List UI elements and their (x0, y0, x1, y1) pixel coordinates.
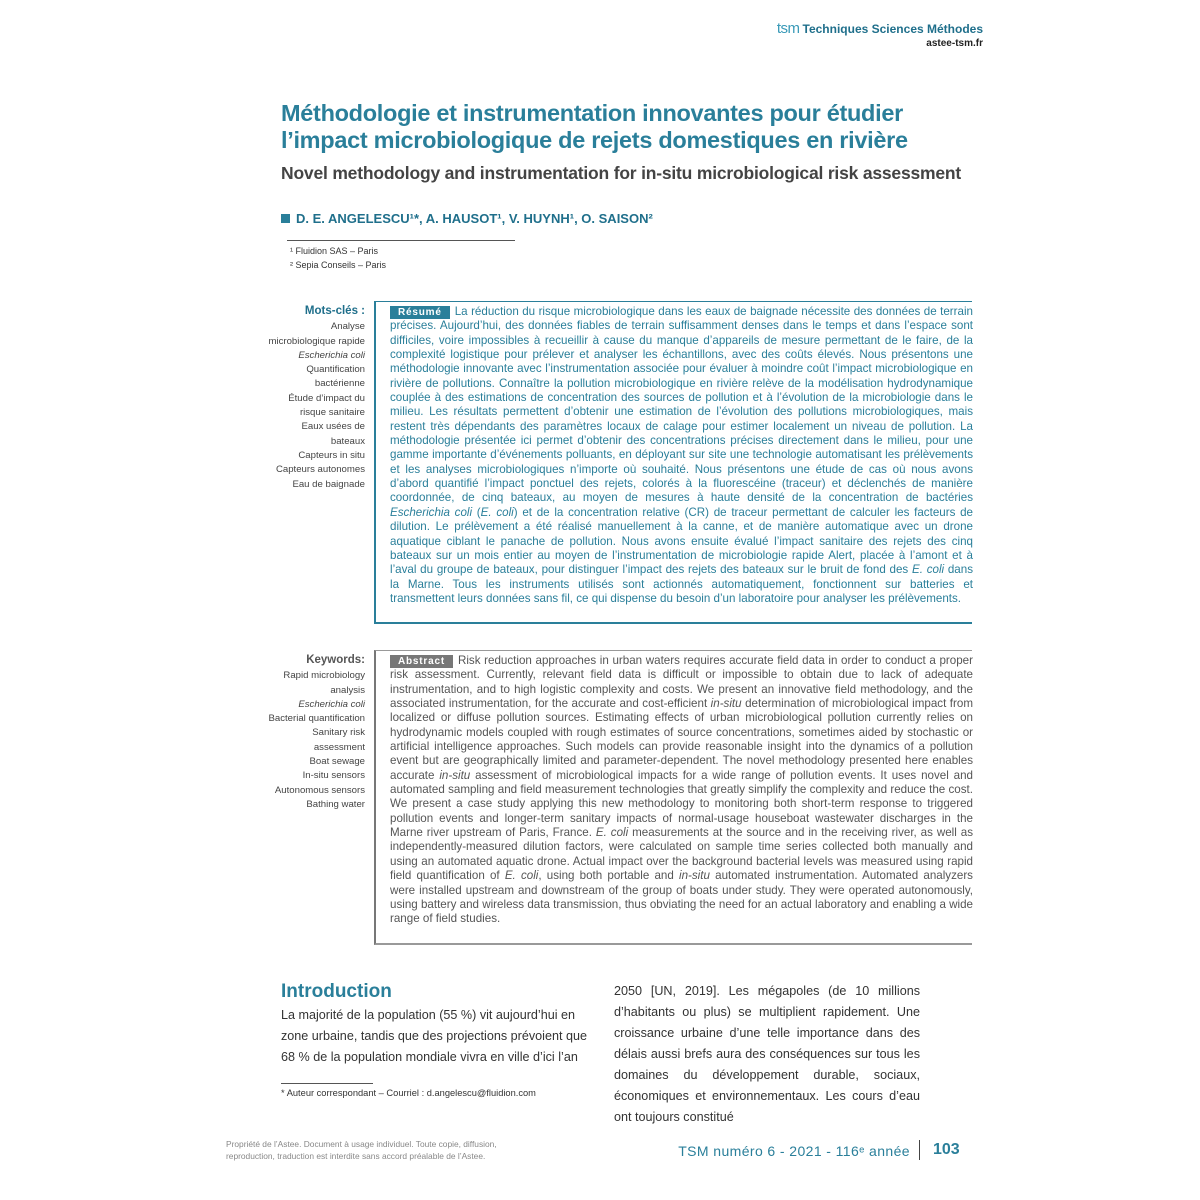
article-title-fr: Méthodologie et instrumentation innovantes pour étudier l’impact microbiologique de rejets domestiques en rivière (281, 100, 908, 153)
keyword-item: Eaux usées de bateaux (301, 421, 365, 447)
keyword-item: Escherichia coli (298, 698, 365, 710)
resume-text: Résumé La réduction du risque microbiologique dans les eaux de baignade nécessite des données de terrain précises. Aujourd’hui, des données fiables de terrain suffisamment denses dans le temps et dans l’espace sont difficiles, voire impossibles à recueillir à cause du manque d’appareils de mesure permettant de le faire, de la complexité logistique pour prélever et analyser les échantillons, avec des coûts élevés. Nous présentons une méthodologie innovante avec l’instrumentation associée pour évaluer à moindre coût l’impact microbiologique en rivière de pollutions. Connaître la pollution microbiologique en rivière relève de la modélisation hydrodynamique couplée à des estimations de concentration des sources de pollution et à l’évolution de la microbiologie dans le milieu. Les résultats permettent d’obtenir une estimation de l’évolution des pollutions microbiologiques, mais restent très dépendants des paramètres locaux de calage pour estimer localement un niveau de pollution. La méthodologie présentée ici permet d’obtenir des concentrations précises directement dans le milieu, pour une gamme importante d’événements polluants, en déployant sur site une technologie automatisant les prélèvements et les analyses microbiologiques n’importe où souhaité. Nous présentons une étude de cas où nous avons d’abord quantifié l’impact ponctuel des rejets, colorés à la fluorescéine (traceur) et déclenchés de manière coordonnée, de cinq bateaux, au moyen de mesures à haute densité de la concentration de bactéries Escherichia coli (E. coli) et de la concentration relative (CR) de traceur permettant de calculer les facteurs de dilution. Le prélèvement a été réalisé manuellement à la canne, et de manière automatique avec un drone aquatique ciblant le panache de pollution. Nous avons ensuite évalué l’impact sanitaire des rejets des cinq bateaux sur un mois entier au moyen de l’instrumentation de microbiologie rapide Alert, placée à l’amont et à l’aval du groupe de bateaux, pour distinguer l’impact des rejets des bateaux sur le bruit de fond des E. coli dans la Marne. Tous les instruments utilisés sont actionnés automatiquement, fonctionnent sur batteries et transmettent leurs données sans fil, ce qui dispense du besoin d’un laboratoire pour analyser les prélèvements. (390, 305, 973, 605)
page-number: 103 (933, 1141, 960, 1158)
affiliation-2: ² Sepia Conseils – Paris (290, 260, 387, 270)
keyword-item: Boat sewage (309, 756, 365, 768)
keywords-fr-heading: Mots-clés : (304, 305, 365, 317)
bullet-square-icon (281, 214, 290, 223)
keyword-item: Capteurs in situ (298, 449, 365, 461)
journal-website: astee-tsm.fr (926, 38, 983, 49)
abstract-label: Abstract (390, 655, 453, 668)
keyword-item: Bathing water (306, 798, 365, 810)
affiliation-1: ¹ Fluidion SAS – Paris (290, 246, 379, 256)
journal-issue: TSM numéro 6 - 2021 - 116ᵉ année (678, 1143, 910, 1159)
keyword-item: In-situ sensors (302, 770, 365, 782)
keyword-item: Sanitary risk assessment (312, 727, 365, 753)
keyword-item: Eau de baignade (292, 478, 365, 490)
abstract-text: Abstract Risk reduction approaches in urban waters requires accurate field data in order to conduct a proper risk assessment. Currently, relevant field data is difficult or impossible to obtain due to lack of adequate instrumentation, and to high logistic complexity and costs. We present an innovative field methodology, and the associated instrumentation, for the accurate and cost-efficient in-situ determination of microbiological impact from localized or diffuse pollution sources. Estimating effects of urban microbiological pollution currently relies on hydrodynamic models coupled with rough estimates of source concentrations, sometimes aided by stochastic or artificial intelligence approaches. Such models can provide reasonable insight into the dynamics of a pollution event but are geographically limited and parameter-dependent. The novel methodology presented here enables accurate in-situ assessment of microbiological impacts for a wide range of pollution events. It uses novel and automated sampling and field measurement technologies that greatly simplify the complexity and reduce the cost. We present a case study applying this new methodology to monitoring both short-term response to triggered pollution events and longer-term sanitary impacts of normal-usage houseboat wastewater discharges in the Marne river upstream of Paris, France. E. coli measurements at the source and in the receiving river, as well as independently-measured dilution factors, were calculated on sample time series collected both manually and using an automated aquatic drone. Actual impact over the background bacterial levels was measured using rapid field quantification of E. coli, using both portable and in-situ automated instrumentation. Automated analyzers were installed upstream and downstream of the group of boats under study. They were operated autonomously, using battery and wireless data transmission, thus obviating the need for an actual laboratory and enabling a wide range of field studies. (390, 654, 973, 926)
keyword-item: Capteurs autonomes (275, 464, 365, 476)
keyword-item: Étude d’impact du risque sanitaire (288, 392, 365, 419)
journal-name: Techniques Sciences Méthodes (802, 22, 983, 36)
keyword-item: Escherichia coli (298, 349, 365, 361)
affiliations (290, 244, 386, 272)
footnote-divider (281, 1083, 373, 1084)
tsm-logo: tsm (776, 20, 800, 37)
keyword-item: Rapid microbiology analysis (283, 670, 365, 696)
article-title-en: Novel methodology and instrumentation for in-situ microbiological risk assessment (281, 163, 962, 183)
abstract-box (374, 650, 972, 945)
keyword-item: Analyse microbiologique rapide (268, 321, 365, 347)
resume-label: Résumé (390, 306, 450, 319)
keyword-item: Autonomous sensors (274, 784, 365, 796)
keyword-item: Bacterial quantification (268, 713, 365, 725)
resume-box (374, 301, 972, 624)
footer-separator (919, 1140, 920, 1160)
keywords-en (265, 653, 365, 812)
journal-title-line (777, 20, 983, 37)
authors-text: D. E. ANGELESCU¹*, A. HAUSOT¹, V. HUYNH¹, O. SAISON² (296, 211, 653, 226)
author-divider (287, 240, 515, 241)
copyright-notice: Propriété de l’Astee. Document à usage individuel. Toute copie, diffusion, reproduction, traduction est interdite sans accord préalable de l’Astee. (226, 1139, 497, 1161)
introduction-column-1: La majorité de la population (55 %) vit aujourd’hui en zone urbaine, tandis que des projections prévoient que 68 % de la population mondiale vivra en ville d’ici l’an (281, 1008, 587, 1064)
introduction-column-2: 2050 [UN, 2019]. Les mégapoles (de 10 millions d’habitants ou plus) se multiplient rapidement. Une croissance urbaine d’une telle importance dans des délais aussi brefs aura des conséquences sur tous les domaines du développement durable, sociaux, économiques et environnementaux. Les cours d’eau ont toujours constitué (614, 984, 920, 1124)
author-list (281, 211, 653, 226)
keywords-fr (265, 304, 365, 492)
introduction-heading: Introduction (281, 981, 392, 1002)
keyword-item: Quantification bactérienne (306, 364, 365, 390)
keywords-en-heading: Keywords: (306, 654, 365, 666)
footnote: * Auteur correspondant – Courriel : d.angelescu@fluidion.com (281, 1088, 536, 1098)
journal-header (777, 20, 983, 49)
